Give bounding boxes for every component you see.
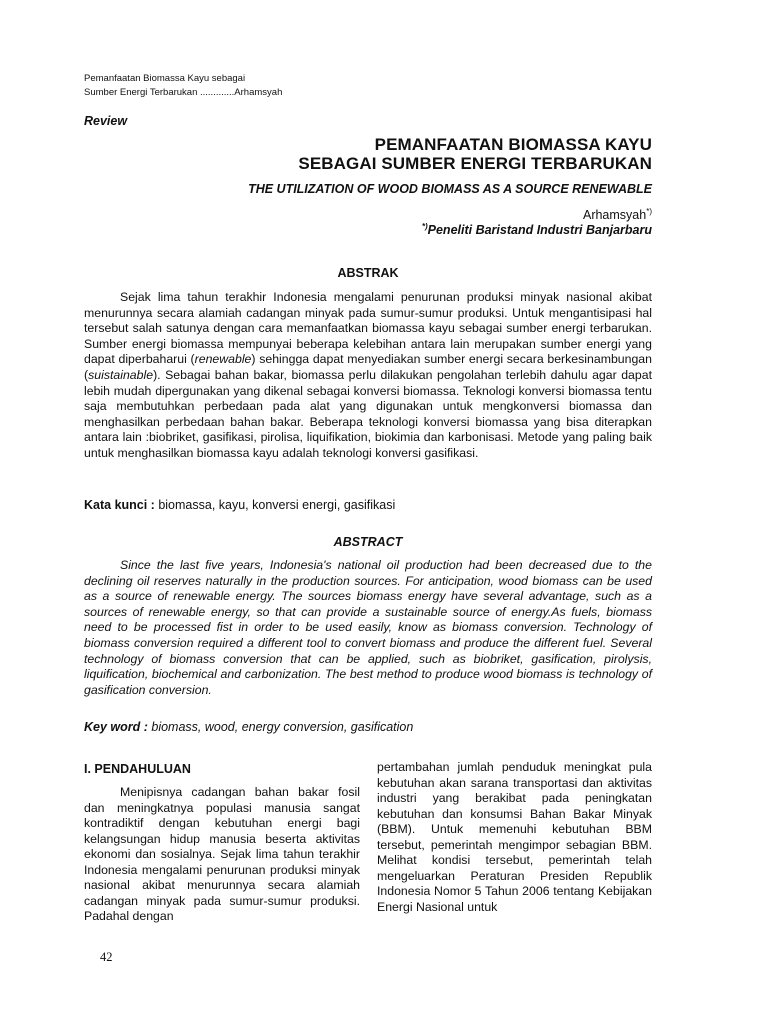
title-block <box>92 135 652 237</box>
running-header-line-2: Sumber Energi Terbarukan .............Arhamsyah <box>84 87 283 98</box>
key-word-label: Key word : <box>84 720 148 734</box>
english-title: THE UTILIZATION OF WOOD BIOMASS AS A SOURCE RENEWABLE <box>248 182 652 196</box>
abstract-body: Since the last five years, Indonesia's national oil production had been decreased due to the declining oil reserves naturally in the production sources. For anticipation, wood biomass can be used as a source of renewable energy. The sources biomass energy have several advantage, such as a sources of renewable energy, so that can provide a sustainable source of energy.As fuels, biomass need to be processed fist in order to be used easily, know as biomass conversion. Technology of biomass conversion required a different tool to convert biomass and produce the different fuel. Several technology of biomass conversion that can be applied, such as biobriket, gasification, pirolysis, liquification, biochemical and carbonization. The best method to produce wood biomass is technology of gasification conversion. <box>84 558 652 697</box>
intro-left-column <box>84 762 360 925</box>
abstrak-term-renewable: renewable <box>194 352 252 367</box>
abstrak-term-suistainable: suistainable <box>88 367 154 382</box>
author-line <box>92 207 652 222</box>
paper-title-line-2: SEBAGAI SUMBER ENERGI TERBARUKAN <box>298 154 652 173</box>
running-header-line-1: Pemanfaatan Biomassa Kayu sebagai <box>84 73 246 84</box>
abstrak-body-part-1: Sejak lima tahun terakhir Indonesia mengalami penurunan produksi minyak nasional akibat menurunnya secara alamiah cadangan minyak pada sumur-sumur produksi. Untuk mengantisipasi hal tersebut salah satunya dengan cara memanfaatkan biomassa kayu sebagai sumber energi terbarukan. Sumber energi biomassa mempunyai beberapa kelebihan antara lain merupakan sumber energi yang dapat diperbaharui ( <box>84 290 652 367</box>
intro-left-text: Menipisnya cadangan bahan bakar fosil dan meningkatnya populasi manusia sangat kontradiktif dengan kebutuhan energi bagi kelangsungan hidup manusia beserta aktivitas ekonomi dan sosialnya. Sejak lima tahun terakhir Indonesia mengalami penurunan produksi minyak nasional akibat menurunnya secara alamiah cadangan minyak pada sumur-sumur produksi. Padahal dengan <box>84 785 360 923</box>
article-type-label: Review <box>84 114 128 128</box>
kata-kunci-value: biomassa, kayu, konversi energi, gasifikasi <box>154 498 396 512</box>
abstrak-body <box>84 290 652 462</box>
abstrak-body-part-3: ). Sebagai bahan bakar, biomassa perlu dilakukan pengolahan terlebih dahulu agar dapat lebih mudah dipergunakan yang dikenal sebagai konversi biomassa. Teknologi konversi biomassa tentu saja membutuhkan perbedaan pada alat yang digunakan untuk mengkonversi biomassa dan menghasilkan perbedaan bahan bakar. Beberapa teknologi konversi biomassa yang bisa diterapkan antara lain :biobriket, gasifikasi, pirolisa, liquifikation, biokimia dan karbonisasi. Metode yang paling baik untuk menghasilkan biomassa kayu adalah teknologi konversi gasifikasi. <box>84 367 652 460</box>
kata-kunci-label: Kata kunci : <box>84 498 155 512</box>
intro-heading: I. PENDAHULUAN <box>84 762 191 776</box>
kata-kunci <box>84 498 652 512</box>
key-word-value: biomass, wood, energy conversion, gasification <box>147 720 414 734</box>
abstrak-heading: ABSTRAK <box>337 266 399 280</box>
affiliation-text: Peneliti Baristand Industri Banjarbaru <box>427 223 652 238</box>
affiliation-mark: *) <box>421 222 428 232</box>
key-word <box>84 720 652 734</box>
intro-right-text: pertambahan jumlah penduduk meningkat pula kebutuhan akan sarana transportasi dan aktivitas industri yang berakibat pada peningkatan kebutuhan dan konsumsi Bahan Bakar Minyak (BBM). Untuk memenuhi kebutuhan BBM tersebut, pemerintah mengimpor sebagian BBM. Melihat kondisi tersebut, pemerintah telah mengeluarkan Peraturan Presiden Republik Indonesia Nomor 5 Tahun 2006 tentang Kebijakan Energi Nasional untuk <box>377 760 652 914</box>
abstrak-body-part-2: ) sehingga dapat menyediakan sumber energi secara berkesinambungan ( <box>84 352 652 382</box>
author-mark: *) <box>646 207 652 216</box>
author-affiliation <box>92 222 652 237</box>
page-number: 42 <box>100 950 113 964</box>
paper-title-line-1: PEMANFAATAN BIOMASSA KAYU <box>374 135 652 154</box>
running-header <box>84 72 282 100</box>
intro-right-column <box>377 760 652 915</box>
author-name: Arhamsyah <box>582 208 647 223</box>
abstract-heading: ABSTRACT <box>333 535 403 549</box>
